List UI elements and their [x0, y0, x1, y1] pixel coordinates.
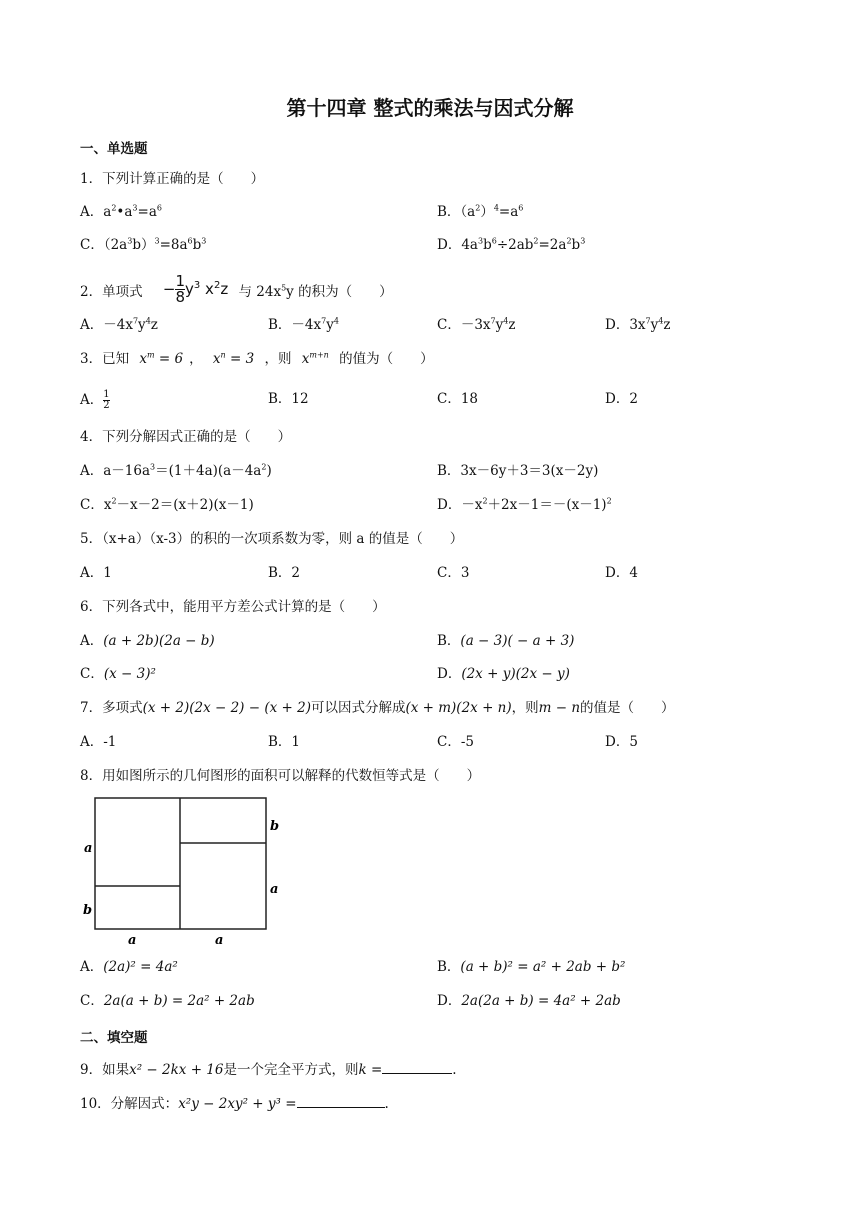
figure-label-bottom-left: a	[128, 933, 137, 948]
question-2-option-b: B．$-4x^7y^4$	[268, 316, 339, 333]
question-1-option-d: D．$4a^3b^6\div 2ab^2=2a^2b^3$	[437, 236, 586, 253]
question-7-stem-mid: 可以因式分解成	[310, 700, 406, 716]
fraction-numerator: 1	[103, 389, 110, 400]
question-2-option-d: D．$3x^7y^4z$	[605, 316, 671, 333]
question-1-option-c: C．$(2a^3b)^3=8a^6b^3$	[80, 236, 207, 253]
question-5-option-c: C．3	[437, 565, 470, 581]
question-7-stem-mid2: ，则	[511, 700, 539, 716]
question-3-stem-prefix: 3．已知	[80, 351, 130, 367]
fraction-one-half	[103, 390, 109, 411]
question-2-monomial: − $\frac{1}{8}$ $y^3$ $x^2z$	[162, 272, 229, 306]
question-2-stem-prefix: 2．单项式	[80, 284, 143, 300]
question-9-variable: k =	[358, 1062, 383, 1078]
question-6-option-a	[80, 632, 215, 650]
option-label: D．	[437, 993, 462, 1009]
question-6-stem: 6．下列各式中，能用平方差公式计算的是（ ）	[80, 599, 386, 615]
option-expression: (2x + y)(2x − y)	[461, 666, 570, 682]
option-expression: (x − 3)²	[103, 666, 156, 682]
question-8-option-d	[437, 992, 621, 1010]
question-6-option-c	[80, 665, 156, 683]
question-3-stem-suffix: 的值为（ ）	[339, 351, 434, 367]
question-3-condition-2: $x^n = 3$	[212, 350, 255, 367]
question-3-option-b: B．12	[268, 391, 309, 407]
question-2-option-a: A．$-4x^7y^4z$	[80, 316, 158, 333]
question-6-option-d	[437, 665, 570, 683]
question-2-stem	[80, 272, 393, 307]
option-expression: 2a(2a + b) = 4a² + 2ab	[461, 993, 621, 1009]
question-9-stem	[80, 1060, 457, 1079]
question-8-option-b	[437, 958, 625, 976]
option-expression: (a − 3)( − a + 3)	[460, 633, 575, 649]
figure-label-left-top: a	[84, 841, 93, 856]
question-3-expression: $x^{m+n}$	[301, 350, 329, 367]
question-9-answer-blank[interactable]	[382, 1060, 452, 1074]
question-5-option-b: B．2	[268, 565, 301, 581]
question-1-option-a: A．$a^2•a^3=a^6$	[80, 203, 162, 220]
option-expression: (2a)² = 4a²	[103, 959, 178, 975]
question-7-option-d: D．5	[605, 734, 638, 750]
question-7-option-a: A．-1	[80, 734, 117, 750]
question-3-stem-mid: ，则	[264, 351, 292, 367]
question-10-prefix: 10．分解因式：	[80, 1096, 179, 1112]
question-8-option-a	[80, 958, 178, 976]
option-label: B．	[437, 633, 461, 649]
question-4-option-a: A．$a-16a^3=(1+4a)(a-4a^2)$	[80, 462, 272, 479]
question-3-option-a	[80, 390, 110, 411]
question-7-option-b: B．1	[268, 734, 301, 750]
figure-label-right-bottom: a	[270, 882, 279, 897]
question-7-stem	[80, 699, 675, 717]
question-3-option-d: D．2	[605, 391, 638, 407]
option-expression: (a + b)² = a² + 2ab + b²	[460, 959, 626, 975]
question-3-option-c: C．18	[437, 391, 479, 407]
question-4-option-b: B．3x－6y＋3＝3(x－2y)	[437, 463, 599, 479]
question-7-stem-suffix: 的值是（ ）	[580, 700, 675, 716]
question-7-target-expression: m − n	[538, 700, 581, 716]
question-8-geometry-figure	[78, 792, 288, 952]
question-8-stem: 8．用如图所示的几何图形的面积可以解释的代数恒等式是（ ）	[80, 768, 481, 784]
figure-label-bottom-right: a	[215, 933, 224, 948]
question-1-stem: 1．下列计算正确的是（ ）	[80, 171, 265, 187]
option-expression: (a + 2b)(2a − b)	[103, 633, 215, 649]
question-5-option-a: A．1	[80, 565, 112, 581]
page-title: 第十四章 整式的乘法与因式分解	[286, 96, 574, 120]
question-6-option-b	[437, 632, 574, 650]
question-9-end: .	[452, 1062, 457, 1078]
option-label: C．	[80, 993, 104, 1009]
option-expression: 2a(a + b) = 2a² + 2ab	[103, 993, 255, 1009]
question-7-factored-form: (x + m)(2x + n)	[405, 700, 512, 716]
question-9-prefix: 9．如果	[80, 1062, 130, 1078]
figure-label-left-bottom: b	[83, 903, 93, 918]
figure-label-right-top: b	[270, 819, 280, 834]
question-7-stem-prefix: 7．多项式	[80, 700, 143, 716]
section-heading-fill-blank: 二、填空题	[80, 1030, 148, 1046]
question-7-polynomial: (x + 2)(2x − 2) − (x + 2)	[142, 700, 311, 716]
fraction-denominator: 2	[103, 400, 110, 411]
option-label: A．	[80, 633, 104, 649]
question-1-option-b: B．$(a^2)^4=a^6$	[437, 203, 524, 220]
question-10-end: .	[384, 1096, 389, 1112]
option-label: A．	[80, 959, 104, 975]
option-label: D．	[437, 666, 462, 682]
question-4-stem: 4．下列分解因式正确的是（ ）	[80, 429, 292, 445]
question-5-option-d: D．4	[605, 565, 638, 581]
question-9-stem-mid: 是一个完全平方式，则	[223, 1062, 359, 1078]
question-3-stem: 3．已知 $x^m = 6$ ， $x^n = 3$ ，则 $x^{m+n}$ 的值为（ ）	[80, 350, 434, 367]
option-label: A．	[80, 392, 104, 408]
section-heading-single-choice: 一、单选题	[80, 141, 148, 157]
question-2-option-c: C．$-3x^7y^4z$	[437, 316, 516, 333]
question-10-answer-blank[interactable]	[297, 1094, 385, 1108]
question-4-option-c: C．$x^2-x-2=(x+2)(x-1)$	[80, 496, 254, 513]
question-9-expression: x² − 2kx + 16	[129, 1062, 224, 1078]
question-4-option-d: D．$-x^2+2x-1=-(x-1)^2$	[437, 496, 612, 513]
question-3-condition-1: $x^m = 6$	[139, 350, 184, 367]
option-label: C．	[80, 666, 104, 682]
question-10-stem	[80, 1094, 389, 1113]
question-2-stem-mid: 与 $24x^5y$ 的积为（ ）	[238, 283, 393, 300]
question-10-expression: x²y − 2xy² + y³ =	[178, 1096, 297, 1112]
option-label: B．	[437, 959, 461, 975]
question-8-option-c	[80, 992, 255, 1010]
question-5-stem: 5．（x+a）（x-3）的积的一次项系数为零，则 a 的值是（ ）	[80, 531, 464, 547]
question-7-option-c: C．-5	[437, 734, 474, 750]
